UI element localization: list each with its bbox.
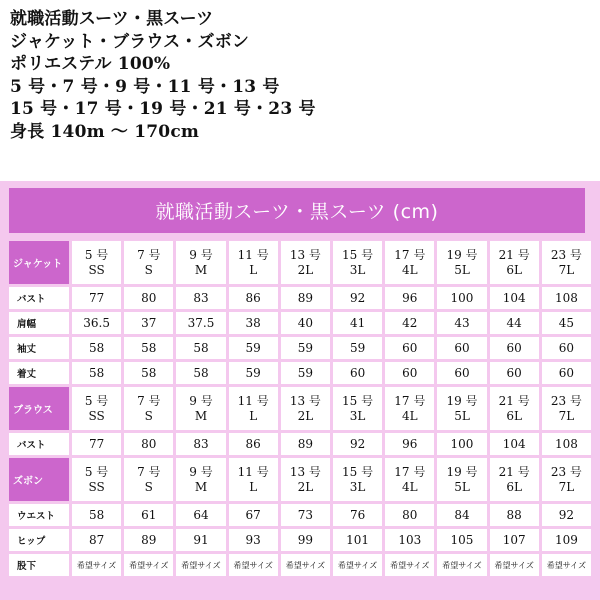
- measure-value: 58: [176, 337, 225, 359]
- measure-value: 希望サイズ: [333, 554, 382, 576]
- description-line: ポリエステル 100%: [10, 54, 171, 74]
- measure-value: 64: [176, 504, 225, 526]
- measure-value: 76: [333, 504, 382, 526]
- size-header: [176, 458, 225, 501]
- size-header: [229, 387, 278, 430]
- measure-value: 60: [490, 362, 539, 384]
- size-code: 4L: [401, 408, 418, 423]
- size-number: 17 号: [394, 464, 426, 479]
- size-number: 13 号: [289, 247, 321, 262]
- size-number: 7 号: [137, 393, 161, 408]
- measure-value: 77: [72, 433, 121, 455]
- size-header: [124, 458, 173, 501]
- size-code: L: [249, 262, 258, 277]
- size-code: L: [249, 408, 258, 423]
- size-number: 15 号: [342, 464, 374, 479]
- measure-value: 100: [437, 433, 486, 455]
- measure-value: 60: [385, 337, 434, 359]
- measure-value: 60: [542, 362, 591, 384]
- size-header: [542, 241, 591, 284]
- size-code: 5L: [454, 479, 470, 494]
- description-line: 15 号・17 号・19 号・21 号・23 号: [10, 99, 316, 119]
- measure-value: 58: [176, 362, 225, 384]
- size-code: 2L: [297, 262, 314, 277]
- size-code: SS: [88, 408, 105, 423]
- measure-value: 希望サイズ: [542, 554, 591, 576]
- measure-value: 36.5: [72, 312, 121, 334]
- measure-value: 89: [281, 433, 330, 455]
- size-code: S: [144, 408, 153, 423]
- measure-value: 100: [437, 287, 486, 309]
- measure-value: 希望サイズ: [229, 554, 278, 576]
- measure-value: 45: [542, 312, 591, 334]
- description-line: 就職活動スーツ・黒スーツ: [10, 9, 214, 29]
- section-header: ブラウス: [9, 387, 69, 430]
- description-line: ジャケット・ブラウス・ズボン: [10, 31, 250, 52]
- measure-value: 59: [281, 337, 330, 359]
- size-code: 3L: [349, 262, 366, 277]
- measure-value: 60: [437, 362, 486, 384]
- size-code: SS: [88, 479, 105, 494]
- measure-value: 希望サイズ: [281, 554, 330, 576]
- size-header: [437, 387, 486, 430]
- size-code: 2L: [297, 479, 314, 494]
- measure-value: 105: [437, 529, 486, 551]
- size-code: 6L: [506, 408, 522, 423]
- size-number: 5 号: [84, 464, 109, 479]
- size-code: 6L: [506, 262, 522, 277]
- measure-value: 59: [229, 337, 278, 359]
- measure-value: 80: [124, 433, 173, 455]
- measure-value: 60: [385, 362, 434, 384]
- size-code: 7L: [558, 262, 575, 277]
- measure-value: 92: [542, 504, 591, 526]
- size-number: 9 号: [189, 393, 213, 408]
- size-code: M: [194, 262, 208, 277]
- size-header: [333, 241, 382, 284]
- size-header: [124, 387, 173, 430]
- size-number: 7 号: [137, 247, 161, 262]
- measure-value: 40: [281, 312, 330, 334]
- product-description: [10, 8, 316, 143]
- size-header: [176, 241, 225, 284]
- size-code: 7L: [558, 479, 575, 494]
- size-header: [229, 241, 278, 284]
- size-header: [281, 241, 330, 284]
- measure-value: 92: [333, 433, 382, 455]
- section-header: ジャケット: [9, 241, 69, 284]
- size-code: 4L: [401, 479, 418, 494]
- size-code: M: [194, 479, 208, 494]
- size-code: 5L: [454, 408, 470, 423]
- measure-value: 41: [333, 312, 382, 334]
- size-code: M: [194, 408, 208, 423]
- size-code: 2L: [297, 408, 314, 423]
- size-header: [176, 387, 225, 430]
- measure-value: 59: [281, 362, 330, 384]
- measure-value: 86: [229, 433, 278, 455]
- size-header: [229, 458, 278, 501]
- size-number: 15 号: [342, 393, 374, 408]
- size-number: 11 号: [237, 247, 269, 262]
- measure-label: 股下: [9, 554, 69, 576]
- measure-value: 104: [490, 287, 539, 309]
- size-header: [72, 458, 121, 501]
- size-number: 21 号: [498, 464, 530, 479]
- measure-value: 58: [72, 337, 121, 359]
- size-header: [542, 387, 591, 430]
- size-number: 23 号: [550, 464, 582, 479]
- size-number: 9 号: [189, 247, 213, 262]
- size-number: 11 号: [237, 393, 269, 408]
- measure-value: 59: [333, 337, 382, 359]
- size-header: [437, 241, 486, 284]
- measure-value: 93: [229, 529, 278, 551]
- measure-value: 58: [72, 504, 121, 526]
- size-code: 3L: [349, 408, 366, 423]
- measure-value: 43: [437, 312, 486, 334]
- measure-value: 60: [437, 337, 486, 359]
- measure-value: 73: [281, 504, 330, 526]
- size-code: SS: [88, 262, 105, 277]
- size-code: S: [144, 479, 153, 494]
- measure-value: 38: [229, 312, 278, 334]
- measure-label: 着丈: [9, 362, 69, 384]
- measure-value: 86: [229, 287, 278, 309]
- size-number: 19 号: [446, 464, 478, 479]
- section-header: ズボン: [9, 458, 69, 501]
- size-header: [333, 458, 382, 501]
- size-code: L: [249, 479, 258, 494]
- size-number: 17 号: [394, 393, 426, 408]
- size-header: [72, 387, 121, 430]
- size-number: 23 号: [550, 247, 582, 262]
- measure-value: 88: [490, 504, 539, 526]
- size-header: [490, 387, 539, 430]
- measure-value: 58: [124, 362, 173, 384]
- size-code: 6L: [506, 479, 522, 494]
- measure-value: 99: [281, 529, 330, 551]
- measure-value: 44: [490, 312, 539, 334]
- measure-value: 104: [490, 433, 539, 455]
- measure-value: 103: [385, 529, 434, 551]
- size-number: 13 号: [289, 464, 321, 479]
- measure-value: 58: [72, 362, 121, 384]
- size-header: [124, 241, 173, 284]
- measure-value: 101: [333, 529, 382, 551]
- measure-value: 希望サイズ: [490, 554, 539, 576]
- size-number: 19 号: [446, 393, 478, 408]
- measure-value: 61: [124, 504, 173, 526]
- size-chart-table: [9, 241, 591, 576]
- size-code: 4L: [401, 262, 418, 277]
- measure-value: 58: [124, 337, 173, 359]
- size-header: [72, 241, 121, 284]
- size-number: 19 号: [446, 247, 478, 262]
- measure-label: ヒップ: [9, 529, 69, 551]
- measure-value: 80: [124, 287, 173, 309]
- measure-value: 希望サイズ: [176, 554, 225, 576]
- measure-value: 89: [124, 529, 173, 551]
- measure-value: 96: [385, 287, 434, 309]
- measure-value: 107: [490, 529, 539, 551]
- size-number: 13 号: [289, 393, 321, 408]
- size-number: 5 号: [84, 247, 109, 262]
- measure-value: 108: [542, 287, 591, 309]
- size-number: 7 号: [137, 464, 161, 479]
- size-number: 23 号: [550, 393, 582, 408]
- measure-value: 109: [542, 529, 591, 551]
- size-number: 9 号: [189, 464, 213, 479]
- size-header: [490, 458, 539, 501]
- measure-value: 42: [385, 312, 434, 334]
- size-header: [281, 387, 330, 430]
- measure-value: 60: [333, 362, 382, 384]
- measure-value: 84: [437, 504, 486, 526]
- measure-value: 希望サイズ: [385, 554, 434, 576]
- measure-value: 92: [333, 287, 382, 309]
- measure-value: 89: [281, 287, 330, 309]
- size-header: [281, 458, 330, 501]
- size-number: 21 号: [498, 247, 530, 262]
- size-header: [437, 458, 486, 501]
- size-header: [542, 458, 591, 501]
- size-code: 3L: [349, 479, 366, 494]
- measure-value: 60: [490, 337, 539, 359]
- size-number: 17 号: [394, 247, 426, 262]
- size-header: [490, 241, 539, 284]
- measure-value: 83: [176, 433, 225, 455]
- measure-value: 108: [542, 433, 591, 455]
- measure-value: 67: [229, 504, 278, 526]
- measure-value: 91: [176, 529, 225, 551]
- measure-value: 80: [385, 504, 434, 526]
- size-number: 15 号: [342, 247, 374, 262]
- measure-value: 希望サイズ: [124, 554, 173, 576]
- measure-label: 肩幅: [9, 312, 69, 334]
- measure-value: 37: [124, 312, 173, 334]
- measure-value: 77: [72, 287, 121, 309]
- size-header: [385, 387, 434, 430]
- size-header: [385, 241, 434, 284]
- size-number: 5 号: [84, 393, 109, 408]
- size-chart-title: 就職活動スーツ・黒スーツ (cm): [9, 188, 585, 233]
- measure-value: 60: [542, 337, 591, 359]
- size-number: 21 号: [498, 393, 530, 408]
- measure-value: 83: [176, 287, 225, 309]
- size-number: 11 号: [237, 464, 269, 479]
- description-line: 身長 140m 〜 170cm: [10, 121, 200, 142]
- measure-value: 87: [72, 529, 121, 551]
- measure-value: 59: [229, 362, 278, 384]
- measure-value: 37.5: [176, 312, 225, 334]
- measure-label: バスト: [9, 433, 69, 455]
- size-code: S: [144, 262, 153, 277]
- size-header: [333, 387, 382, 430]
- size-code: 7L: [558, 408, 575, 423]
- measure-label: ウエスト: [9, 504, 69, 526]
- measure-value: 96: [385, 433, 434, 455]
- size-header: [385, 458, 434, 501]
- size-code: 5L: [454, 262, 470, 277]
- measure-value: 希望サイズ: [72, 554, 121, 576]
- measure-label: 袖丈: [9, 337, 69, 359]
- measure-value: 希望サイズ: [437, 554, 486, 576]
- measure-label: バスト: [9, 287, 69, 309]
- description-line: 5 号・7 号・9 号・11 号・13 号: [10, 76, 280, 97]
